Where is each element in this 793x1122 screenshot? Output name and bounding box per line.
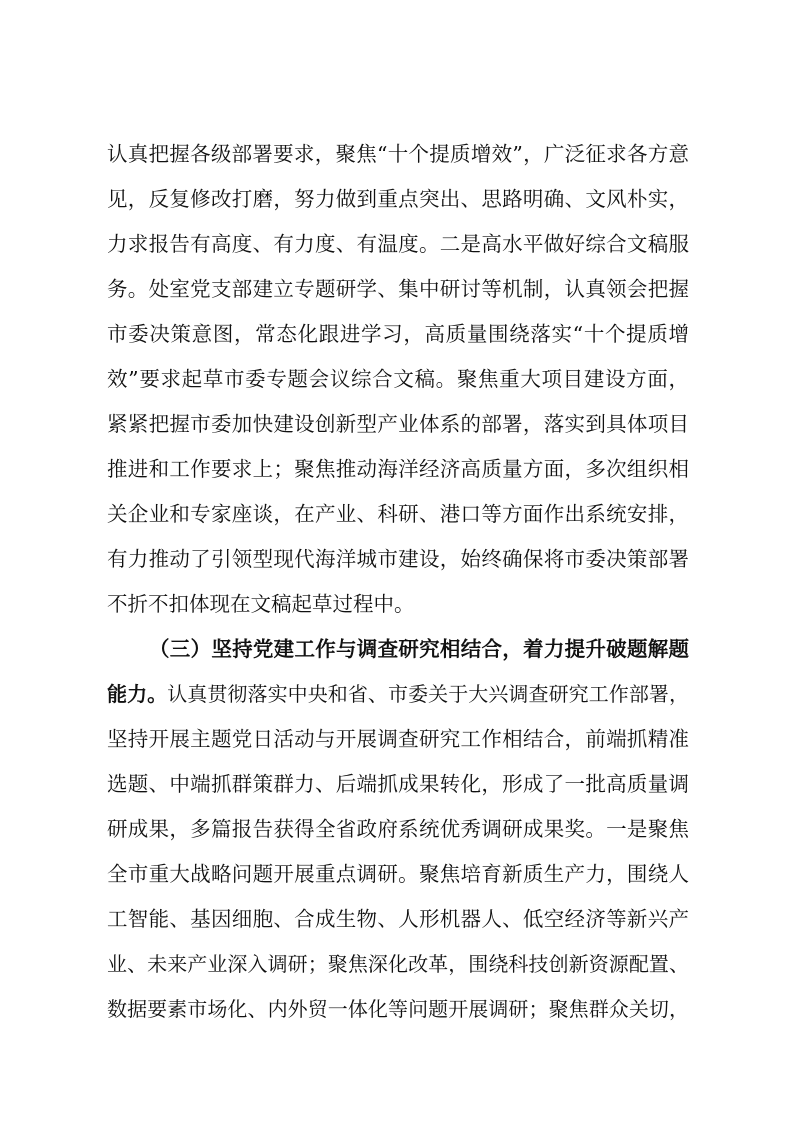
paragraph-line: 全市重大战略问题开展重点调研。聚焦培育新质生产力，围绕人 [107, 862, 689, 886]
paragraph-line: 不折不扣体现在文稿起草过程中。 [107, 592, 415, 616]
paragraph-text: 认真贯彻落实中央和省、市委关于大兴调查研究工作部署， [167, 682, 690, 706]
paragraph-line: 坚持开展主题党日活动与开展调查研究工作相结合，前端抓精准 [107, 727, 689, 751]
paragraph-line: 数据要素市场化、内外贸一体化等问题开展调研；聚焦群众关切， [107, 997, 689, 1021]
paragraph-line: 务。处室党支部建立专题研学、集中研讨等机制，认真领会把握 [107, 277, 689, 301]
section-heading-end: 能力。 [107, 682, 168, 706]
section-heading: （三）坚持党建工作与调查研究相结合，着力提升破题解题 [149, 637, 689, 661]
paragraph-line: 力求报告有高度、有力度、有温度。二是高水平做好综合文稿服 [107, 232, 689, 256]
paragraph-line: 业、未来产业深入调研；聚焦深化改革，围绕科技创新资源配置、 [107, 952, 689, 976]
paragraph-line: 认真把握各级部署要求，聚焦“十个提质增效”，广泛征求各方意 [107, 142, 689, 166]
paragraph-line: 紧紧把握市委加快建设创新型产业体系的部署，落实到具体项目 [107, 412, 689, 436]
paragraph-line: 工智能、基因细胞、合成生物、人形机器人、低空经济等新兴产 [107, 907, 689, 931]
paragraph-line: 推进和工作要求上；聚焦推动海洋经济高质量方面，多次组织相 [107, 457, 689, 481]
paragraph-line: 选题、中端抓群策群力、后端抓成果转化，形成了一批高质量调 [107, 772, 689, 796]
paragraph-line: 关企业和专家座谈，在产业、科研、港口等方面作出系统安排， [107, 502, 689, 526]
paragraph-line: 有力推动了引领型现代海洋城市建设，始终确保将市委决策部署 [107, 547, 689, 571]
paragraph-line: 效”要求起草市委专题会议综合文稿。聚焦重大项目建设方面， [107, 367, 689, 391]
paragraph-line: 市委决策意图，常态化跟进学习，高质量围绕落实“十个提质增 [107, 322, 689, 346]
paragraph-line: 研成果，多篇报告获得全省政府系统优秀调研成果奖。一是聚焦 [107, 817, 689, 841]
paragraph-line: 见，反复修改打磨，努力做到重点突出、思路明确、文风朴实， [107, 187, 689, 211]
section-heading-continuation [107, 678, 689, 710]
